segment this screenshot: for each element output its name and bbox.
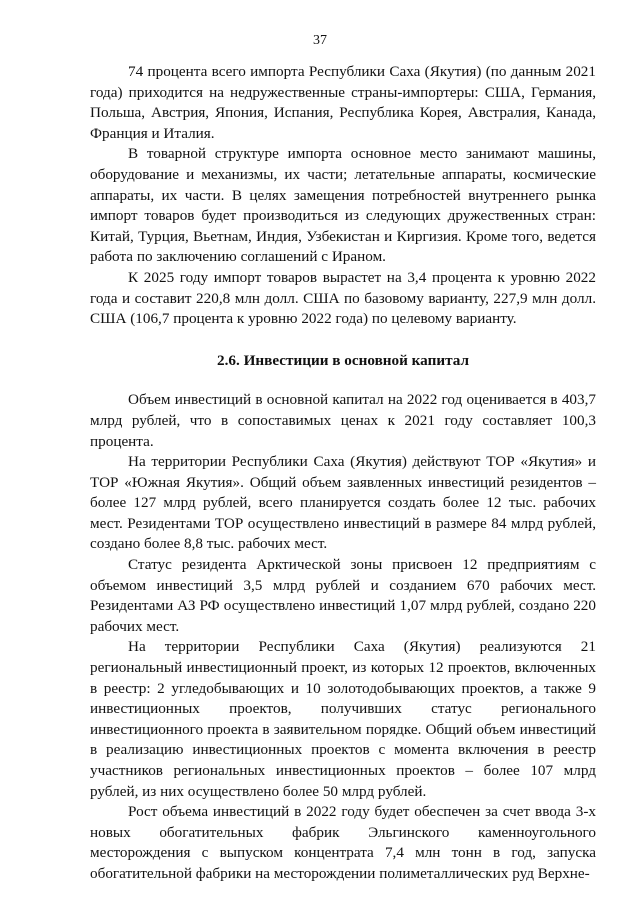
paragraph-import-forecast: К 2025 году импорт товаров вырастет на 3,4 процента к уровню 2022 года и составит 220,8 млн долл. США по базовому варианту, 227,9 млн долл. США (106,7 процента к уровню 2022 года) по целевому варианту. bbox=[90, 268, 596, 328]
paragraph-investment-volume: Объем инвестиций в основной капитал на 2022 год оценивается в 403,7 млрд рублей, что в сопоставимых ценах к 2021 году составляет 100,3 процента. bbox=[90, 391, 596, 450]
paragraph-regional-projects: На территории Республики Саха (Якутия) реализуются 21 региональный инвестиционный проект, из которых 12 проектов, включенных в реестр: 2 угледобывающих и 10 золотодобывающих проектов, а также 9 инвестиционных проектов, получивших статус регионального инвестиционного проекта в заявительном порядке. Общий объем инвестиций в реализацию инвестиционных проектов с момента включения в реестр участников региональных инвестиционных проектов – более 107 млрд рублей, из них осуществлено более 50 млрд рублей. bbox=[90, 638, 596, 800]
paragraph-import-countries: 74 процента всего импорта Республики Саха (Якутия) (по данным 2021 года) приходится на недружественные страны-импортеры: США, Германия, Польша, Австрия, Япония, Испания, Республика Корея, Австралия, Канада, Франция и Италия. bbox=[90, 63, 596, 142]
page-body bbox=[90, 62, 596, 885]
paragraph-import-structure: В товарной структуре импорта основное место занимают машины, оборудование и механизмы, их части; летательные аппараты, космические аппараты, их части. В целях замещения потребностей внутреннего рынка импорт товаров будет производиться из следующих дружественных стран: Китай, Турция, Вьетнам, Индия, Узбекистан и Киргизия. Кроме того, ведется работа по заключению соглашений с Ираном. bbox=[90, 145, 596, 266]
paragraph-tor-residents: На территории Республики Саха (Якутия) действуют ТОР «Якутия» и ТОР «Южная Якутия». Общий объем заявленных инвестиций резидентов – более 127 млрд рублей, всего планируется создать более 12 тыс. рабочих мест. Резидентами ТОР осуществлено инвестиций в размере 84 млрд рублей, создано более 8,8 тыс. рабочих мест. bbox=[90, 453, 596, 553]
paragraph-investment-growth: Рост объема инвестиций в 2022 году будет обеспечен за счет ввода 3-х новых обогатительных фабрик Эльгинского каменноугольного месторождения с выпуском концентрата 7,4 млн тонн в год, запуска обогатительной фабрики на месторождении полиметаллических руд Верхне- bbox=[90, 803, 596, 882]
paragraph-arctic-zone: Статус резидента Арктической зоны присвоен 12 предприятиям с объемом инвестиций 3,5 млрд рублей и созданием 670 рабочих мест. Резидентами АЗ РФ осуществлено инвестиций 1,07 млрд рублей, создано 220 рабочих мест. bbox=[90, 556, 596, 635]
section-heading: 2.6. Инвестиции в основной капитал bbox=[217, 351, 469, 369]
page-number: 37 bbox=[313, 33, 327, 48]
